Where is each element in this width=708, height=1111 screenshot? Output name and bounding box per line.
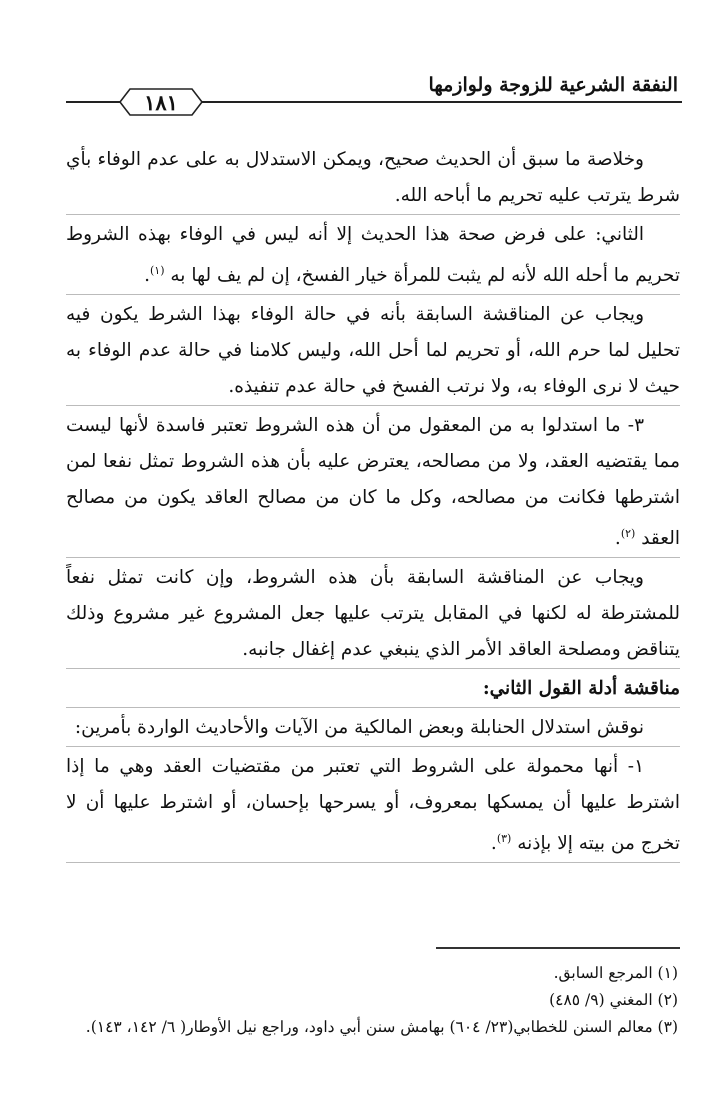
footnote: (٣) معالم السنن للخطابي(٢٣/ ٦٠٤) بهامش سنن أبي داود، وراجع نيل الأوطار( ٦/ ١٤٢، ١٤٣).: [85, 1018, 678, 1036]
header-rule-right: [200, 101, 682, 103]
main-text: [66, 140, 680, 863]
paragraph-text: الثاني: على فرض صحة هذا الحديث إلا أنه ليس في الوفاء بهذه الشروط تحريم ما أحله الله لأنه لم يثبت للمرأة خيار الفسخ، إن لم يف لها به: [66, 224, 680, 287]
paragraph-text: ويجاب عن المناقشة السابقة بأنه في حالة الوفاء بهذا الشرط يكون فيه تحليل لما حرم الله، أو تحريم لما أحل الله، وليس كلامنا في حالة عدم الوفاء به حيث لا نرى الوفاء به، ولا نرتب الفسخ في حالة عدم تنفيذه.: [66, 304, 680, 398]
paragraph: [66, 215, 680, 295]
page-number: ١٨١: [144, 89, 178, 115]
paragraph-text: ٣- ما استدلوا به من المعقول من أن هذه الشروط تعتبر فاسدة لأنها ليست مما يقتضيه العقد، ولا من مصالحه، يعترض عليه بأن هذه الشروط تمثل نفعا لمن اشترطها فكانت من مصالحه، وكل ما كان من مصالح العاقد يكون من مصالح العقد: [66, 415, 680, 550]
paragraph-tail: .: [614, 528, 621, 550]
footnote-ref: (٣): [496, 832, 512, 846]
footnote-ref: (٢): [620, 527, 636, 541]
paragraph: [66, 406, 680, 558]
paragraph-tail: .: [490, 833, 497, 855]
paragraph: [66, 295, 680, 406]
paragraph: [66, 747, 680, 863]
section-heading: [66, 669, 680, 708]
paragraph: [66, 558, 680, 669]
paragraph: [66, 140, 680, 215]
paragraph: [66, 708, 680, 747]
paragraph-text: ويجاب عن المناقشة السابقة بأن هذه الشروط، وإن كانت تمثل نفعاً للمشترطة له لكنها في المقابل يترتب عليها جعل المشروع غير مشروع وذلك يتناقض ومصلحة العاقد الأمر الذي ينبغي عدم إغفال جانبه.: [66, 567, 680, 661]
header-rule-left: [66, 101, 122, 103]
paragraph-text: نوقش استدلال الحنابلة وبعض المالكية من الآيات والأحاديث الواردة بأمرين:: [74, 717, 644, 739]
footnote-ref: (١): [149, 264, 165, 277]
running-header-title: النفقة الشرعية للزوجة ولوازمها: [428, 74, 678, 96]
footnote-separator: [436, 947, 680, 949]
footnotes: [60, 960, 678, 1041]
footnote: (١) المرجع السابق.: [553, 964, 678, 982]
paragraph-text: وخلاصة ما سبق أن الحديث صحيح، ويمكن الاستدلال به على عدم الوفاء بأي شرط يترتب عليه تحريم ما أباحه الله.: [66, 149, 680, 206]
paragraph-text: ١- أنها محمولة على الشروط التي تعتبر من مقتضيات العقد وهي ما إذا اشترط عليها أن يمسكها بمعروف، أو يسرحها بإحسان، أو اشترط عليها أن لا تخرج من بيته إلا بإذنه: [66, 756, 680, 855]
footnote: (٢) المغني (٩/ ٤٨٥): [549, 991, 678, 1009]
heading-text: مناقشة أدلة القول الثاني:: [482, 678, 680, 700]
paragraph-tail: .: [144, 265, 150, 287]
